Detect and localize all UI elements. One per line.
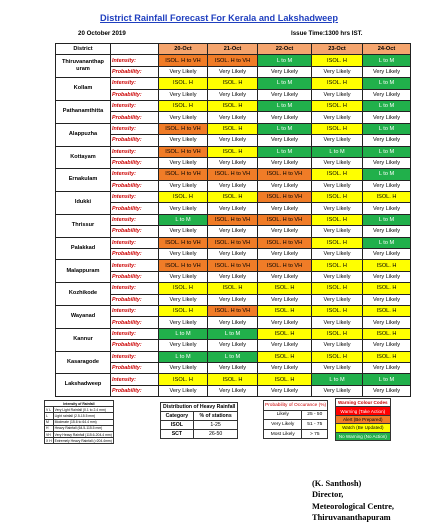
intensity-cell: ISOL. H to VH <box>258 214 312 225</box>
intensity-cell: ISOL. H <box>363 351 411 362</box>
intensity-cell: ISOL. H <box>159 374 208 385</box>
intensity-cell: ISOL. H <box>208 78 258 89</box>
intensity-cell: ISOL. H <box>312 55 363 66</box>
intensity-cell: ISOL. H <box>258 374 312 385</box>
probability-label: Probability: <box>111 66 159 77</box>
intensity-description: Light rainfall (2.5-15.5 mm) <box>53 413 113 419</box>
intensity-cell: ISOL. H to VH <box>159 169 208 180</box>
probability-cell: Very Likely <box>312 294 363 305</box>
probability-cell: Very Likely <box>258 249 312 260</box>
probability-label: Probability: <box>111 271 159 282</box>
probability-term: Likely <box>264 410 302 420</box>
intensity-code: VH <box>45 431 54 437</box>
probability-cell: Very Likely <box>363 294 411 305</box>
probability-cell: Very Likely <box>159 385 208 396</box>
intensity-cell: L to M <box>208 328 258 339</box>
probability-cell: Very Likely <box>363 135 411 146</box>
probability-cell: Very Likely <box>159 362 208 373</box>
intensity-legend-row <box>45 438 114 444</box>
table-row <box>56 283 411 294</box>
probability-range: 25 - 50 <box>302 410 328 420</box>
intensity-cell: ISOL. H to VH <box>208 260 258 271</box>
intensity-cell: ISOL. H <box>312 237 363 248</box>
probability-cell: Very Likely <box>159 89 208 100</box>
distribution-header: % of stations <box>193 412 238 421</box>
intensity-description: Very Heavy Rainfall (115.6-204.4 mm) <box>54 432 112 437</box>
intensity-cell: ISOL. H to VH <box>258 192 312 203</box>
distribution-header: Category <box>161 412 194 421</box>
probability-cell: Very Likely <box>258 294 312 305</box>
probability-cell: Very Likely <box>258 112 312 123</box>
probability-cell: Very Likely <box>208 180 258 191</box>
intensity-label: Intensity: <box>111 55 159 66</box>
probability-cell: Very Likely <box>258 180 312 191</box>
probability-cell: Very Likely <box>208 271 258 282</box>
issue-time: Issue Time:1300 hrs IST. <box>291 30 363 37</box>
intensity-description: Extremely Heavy Rainfall (>204.4mm) <box>54 438 112 443</box>
intensity-cell: ISOL. H <box>159 192 208 203</box>
probability-cell: Very Likely <box>312 226 363 237</box>
probability-label: Probability: <box>111 340 159 351</box>
probability-label: Probability: <box>111 89 159 100</box>
intensity-cell: ISOL. H <box>312 305 363 316</box>
column-header-day: 22-Oct <box>258 44 312 55</box>
probability-cell: Very Likely <box>258 362 312 373</box>
intensity-cell: ISOL. H <box>312 169 363 180</box>
probability-cell: Very Likely <box>258 203 312 214</box>
probability-cell: Very Likely <box>312 362 363 373</box>
intensity-cell: ISOL. H to VH <box>208 305 258 316</box>
probability-cell: Very Likely <box>363 340 411 351</box>
table-row <box>56 146 411 157</box>
probability-term: Most Likely <box>264 429 302 439</box>
probability-cell: Very Likely <box>159 294 208 305</box>
probability-cell: Very Likely <box>312 135 363 146</box>
probability-cell: Very Likely <box>208 157 258 168</box>
table-row <box>56 328 411 339</box>
probability-cell: Very Likely <box>312 157 363 168</box>
intensity-cell: L to M <box>363 123 411 134</box>
probability-cell: Very Likely <box>258 271 312 282</box>
table-header-row <box>56 44 411 55</box>
intensity-cell: L to M <box>363 214 411 225</box>
intensity-label: Intensity: <box>111 78 159 89</box>
table-row <box>56 305 411 316</box>
intensity-cell: ISOL. H <box>312 283 363 294</box>
intensity-cell: ISOL. H <box>312 78 363 89</box>
probability-range: 51 - 75 <box>302 420 328 430</box>
intensity-cell: ISOL. H <box>363 192 411 203</box>
intensity-description: Moderate (15.6 to 64.4 mm) <box>53 419 113 425</box>
column-header-day: 24-Oct <box>363 44 411 55</box>
district-name: Palakkad <box>56 237 111 260</box>
warning-colour-legend <box>335 398 391 441</box>
table-row <box>56 123 411 134</box>
signatory-location: Thiruvananthapuram <box>312 513 391 523</box>
probability-cell: Very Likely <box>208 89 258 100</box>
intensity-cell: ISOL. H <box>312 328 363 339</box>
probability-cell: Very Likely <box>159 157 208 168</box>
probability-cell: Very Likely <box>312 203 363 214</box>
table-row <box>56 351 411 362</box>
probability-cell: Very Likely <box>208 135 258 146</box>
probability-cell: Very Likely <box>363 385 411 396</box>
intensity-cell: ISOL. H to VH <box>159 237 208 248</box>
intensity-cell: ISOL. H <box>312 100 363 111</box>
probability-legend-title: Probability of Occurance (%) <box>264 401 328 411</box>
intensity-cell: ISOL. H <box>363 328 411 339</box>
probability-cell: Very Likely <box>159 112 208 123</box>
intensity-cell: L to M <box>363 78 411 89</box>
probability-cell: Very Likely <box>208 203 258 214</box>
intensity-label: Intensity: <box>111 374 159 385</box>
district-name: Alappuzha <box>56 123 111 146</box>
probability-cell: Very Likely <box>363 317 411 328</box>
intensity-cell: ISOL. H <box>159 100 208 111</box>
intensity-cell: ISOL. H <box>159 283 208 294</box>
intensity-cell: ISOL. H to VH <box>208 55 258 66</box>
warning-legend-title: Warning Colour Codes <box>336 399 391 407</box>
page-title: District Rainfall Forecast For Kerala and Lakshadweep <box>100 13 338 23</box>
intensity-cell: ISOL. H <box>312 123 363 134</box>
intensity-cell: ISOL. H <box>363 260 411 271</box>
intensity-cell: ISOL. H to VH <box>258 260 312 271</box>
district-name: Kannur <box>56 328 111 351</box>
intensity-label: Intensity: <box>111 351 159 362</box>
district-name: Malappuram <box>56 260 111 283</box>
intensity-cell: ISOL. H <box>258 328 312 339</box>
probability-cell: Very Likely <box>312 249 363 260</box>
probability-cell: Very Likely <box>363 203 411 214</box>
intensity-cell: L to M <box>312 374 363 385</box>
probability-cell: Very Likely <box>258 157 312 168</box>
probability-cell: Very Likely <box>159 66 208 77</box>
column-header-day: 23-Oct <box>312 44 363 55</box>
intensity-code: V L <box>45 407 54 413</box>
probability-cell: Very Likely <box>208 249 258 260</box>
intensity-cell: ISOL. H <box>208 283 258 294</box>
distribution-legend <box>160 402 238 439</box>
intensity-label: Intensity: <box>111 214 159 225</box>
probability-cell: Very Likely <box>258 89 312 100</box>
probability-cell: Very Likely <box>363 180 411 191</box>
intensity-cell: L to M <box>363 374 411 385</box>
intensity-label: Intensity: <box>111 328 159 339</box>
column-header-district: District <box>56 44 111 55</box>
intensity-label: Intensity: <box>111 237 159 248</box>
intensity-description: Very Light Rainfall (0.1 to 2.4 mm) <box>53 407 113 413</box>
probability-cell: Very Likely <box>363 226 411 237</box>
column-header-day: 21-Oct <box>208 44 258 55</box>
probability-cell: Very Likely <box>363 157 411 168</box>
intensity-code: H <box>45 425 54 431</box>
table-row <box>56 374 411 385</box>
intensity-cell: L to M <box>363 237 411 248</box>
intensity-cell: L to M <box>258 100 312 111</box>
probability-cell: Very Likely <box>312 66 363 77</box>
probability-cell: Very Likely <box>258 66 312 77</box>
probability-label: Probability: <box>111 294 159 305</box>
probability-cell: Very Likely <box>208 340 258 351</box>
intensity-cell: ISOL. H <box>208 192 258 203</box>
probability-cell: Very Likely <box>363 66 411 77</box>
district-name: Thiruvananthap uram <box>56 55 111 78</box>
intensity-cell: ISOL. H <box>363 305 411 316</box>
district-name: Ernakulam <box>56 169 111 192</box>
probability-cell: Very Likely <box>208 66 258 77</box>
district-name: Kottayam <box>56 146 111 169</box>
signature-block <box>312 478 394 524</box>
intensity-cell: L to M <box>258 55 312 66</box>
probability-label: Probability: <box>111 362 159 373</box>
probability-cell: Very Likely <box>363 249 411 260</box>
intensity-cell: L to M <box>363 55 411 66</box>
intensity-cell: L to M <box>258 78 312 89</box>
intensity-cell: L to M <box>363 146 411 157</box>
intensity-label: Intensity: <box>111 169 159 180</box>
district-name: Lakshadweep <box>56 374 111 397</box>
probability-cell: Very Likely <box>312 89 363 100</box>
warning-code: Warning (Take Action) <box>336 407 391 415</box>
intensity-code: X H <box>46 438 52 443</box>
probability-cell: Very Likely <box>312 112 363 123</box>
intensity-cell: L to M <box>208 351 258 362</box>
probability-label: Probability: <box>111 112 159 123</box>
intensity-legend <box>44 400 114 444</box>
probability-cell: Very Likely <box>258 135 312 146</box>
intensity-label: Intensity: <box>111 123 159 134</box>
intensity-cell: ISOL. H to VH <box>208 237 258 248</box>
intensity-cell: ISOL. H to VH <box>208 169 258 180</box>
probability-cell: Very Likely <box>159 249 208 260</box>
signatory-title: Director, <box>312 490 344 500</box>
probability-cell: Very Likely <box>159 226 208 237</box>
intensity-cell: ISOL. H to VH <box>159 123 208 134</box>
probability-cell: Very Likely <box>208 317 258 328</box>
intensity-cell: ISOL. H <box>258 283 312 294</box>
intensity-label: Intensity: <box>111 305 159 316</box>
intensity-cell: ISOL. H <box>312 192 363 203</box>
intensity-code: M <box>45 419 54 425</box>
probability-cell: Very Likely <box>312 340 363 351</box>
intensity-cell: ISOL. H to VH <box>159 146 208 157</box>
intensity-cell: ISOL. H <box>312 214 363 225</box>
intensity-cell: L to M <box>159 214 208 225</box>
intensity-code: L <box>45 413 54 419</box>
distribution-legend-title: Distribution of Heavy Rainfall <box>161 403 238 412</box>
probability-label: Probability: <box>111 180 159 191</box>
probability-cell: Very Likely <box>208 294 258 305</box>
probability-cell: Very Likely <box>208 112 258 123</box>
probability-term: Very Likely <box>264 420 302 430</box>
intensity-cell: ISOL. H <box>312 351 363 362</box>
distribution-percent: 26-50 <box>193 430 238 439</box>
probability-label: Probability: <box>111 135 159 146</box>
probability-cell: Very Likely <box>312 271 363 282</box>
distribution-category: ISOL <box>161 421 194 430</box>
table-row <box>56 260 411 271</box>
signatory-office: Meteorological Centre, <box>312 501 395 511</box>
table-row <box>56 169 411 180</box>
probability-cell: Very Likely <box>159 317 208 328</box>
probability-cell: Very Likely <box>312 180 363 191</box>
probability-cell: Very Likely <box>312 385 363 396</box>
intensity-cell: ISOL. H <box>258 305 312 316</box>
probability-cell: Very Likely <box>159 271 208 282</box>
intensity-cell: ISOL. H <box>208 123 258 134</box>
district-name: Kollam <box>56 78 111 101</box>
intensity-label: Intensity: <box>111 100 159 111</box>
probability-cell: Very Likely <box>159 340 208 351</box>
intensity-cell: ISOL. H <box>208 100 258 111</box>
table-row <box>56 78 411 89</box>
probability-cell: Very Likely <box>363 112 411 123</box>
probability-label: Probability: <box>111 203 159 214</box>
intensity-cell: L to M <box>258 123 312 134</box>
intensity-label: Intensity: <box>111 283 159 294</box>
table-row <box>56 237 411 248</box>
intensity-cell: ISOL. H <box>363 283 411 294</box>
probability-cell: Very Likely <box>363 362 411 373</box>
intensity-label: Intensity: <box>111 146 159 157</box>
probability-cell: Very Likely <box>363 89 411 100</box>
probability-cell: Very Likely <box>312 317 363 328</box>
probability-cell: Very Likely <box>208 385 258 396</box>
intensity-cell: ISOL. H <box>159 78 208 89</box>
probability-label: Probability: <box>111 385 159 396</box>
table-row <box>56 100 411 111</box>
intensity-cell: L to M <box>258 146 312 157</box>
column-header-day: 20-Oct <box>159 44 208 55</box>
intensity-cell: ISOL. H <box>258 351 312 362</box>
intensity-label: Intensity: <box>111 260 159 271</box>
district-name: Thrissur <box>56 214 111 237</box>
probability-label: Probability: <box>111 157 159 168</box>
district-name: Kozhikode <box>56 283 111 306</box>
intensity-cell: ISOL. H to VH <box>258 237 312 248</box>
intensity-cell: ISOL. H <box>208 146 258 157</box>
forecast-table <box>55 43 411 397</box>
probability-label: Probability: <box>111 226 159 237</box>
probability-cell: Very Likely <box>258 226 312 237</box>
probability-cell: Very Likely <box>159 135 208 146</box>
warning-code: No Warning (No Action) <box>336 432 391 440</box>
district-name: Pathanamthitta <box>56 100 111 123</box>
probability-cell: Very Likely <box>258 317 312 328</box>
distribution-category: SCT <box>161 430 194 439</box>
probability-cell: Very Likely <box>208 226 258 237</box>
distribution-percent: 1-25 <box>193 421 238 430</box>
intensity-label: Intensity: <box>111 192 159 203</box>
district-name: Wayanad <box>56 305 111 328</box>
intensity-cell: ISOL. H to VH <box>159 260 208 271</box>
intensity-cell: ISOL. H <box>208 374 258 385</box>
intensity-description: Heavy Rainfall (64.5-115.5 mm) <box>53 425 113 431</box>
warning-code: Watch (Be Updated) <box>336 424 391 432</box>
probability-cell: Very Likely <box>159 203 208 214</box>
probability-cell: Very Likely <box>363 271 411 282</box>
intensity-cell: ISOL. H <box>159 305 208 316</box>
probability-cell: Very Likely <box>208 362 258 373</box>
intensity-cell: ISOL. H to VH <box>208 214 258 225</box>
probability-cell: Very Likely <box>159 180 208 191</box>
table-row <box>56 192 411 203</box>
column-header-blank <box>111 44 159 55</box>
probability-legend <box>263 400 328 439</box>
signatory-name: (K. Santhosh) <box>312 479 362 488</box>
warning-code: Alert (Be Prepared) <box>336 415 391 423</box>
table-row <box>56 214 411 225</box>
intensity-cell: L to M <box>312 146 363 157</box>
table-row <box>56 55 411 66</box>
district-name: Idukki <box>56 192 111 215</box>
intensity-cell: L to M <box>159 328 208 339</box>
probability-cell: Very Likely <box>258 340 312 351</box>
intensity-legend-title: Intensity of Rainfall <box>45 401 114 407</box>
intensity-cell: ISOL. H to VH <box>159 55 208 66</box>
probability-label: Probability: <box>111 317 159 328</box>
probability-label: Probability: <box>111 249 159 260</box>
intensity-cell: ISOL. H <box>312 260 363 271</box>
district-name: Kasaragode <box>56 351 111 374</box>
probability-range: > 75 <box>302 429 328 439</box>
probability-cell: Very Likely <box>258 385 312 396</box>
forecast-date: 20 October 2019 <box>78 30 126 37</box>
intensity-cell: L to M <box>363 169 411 180</box>
intensity-cell: L to M <box>159 351 208 362</box>
intensity-cell: ISOL. H to VH <box>258 169 312 180</box>
intensity-cell: L to M <box>363 100 411 111</box>
